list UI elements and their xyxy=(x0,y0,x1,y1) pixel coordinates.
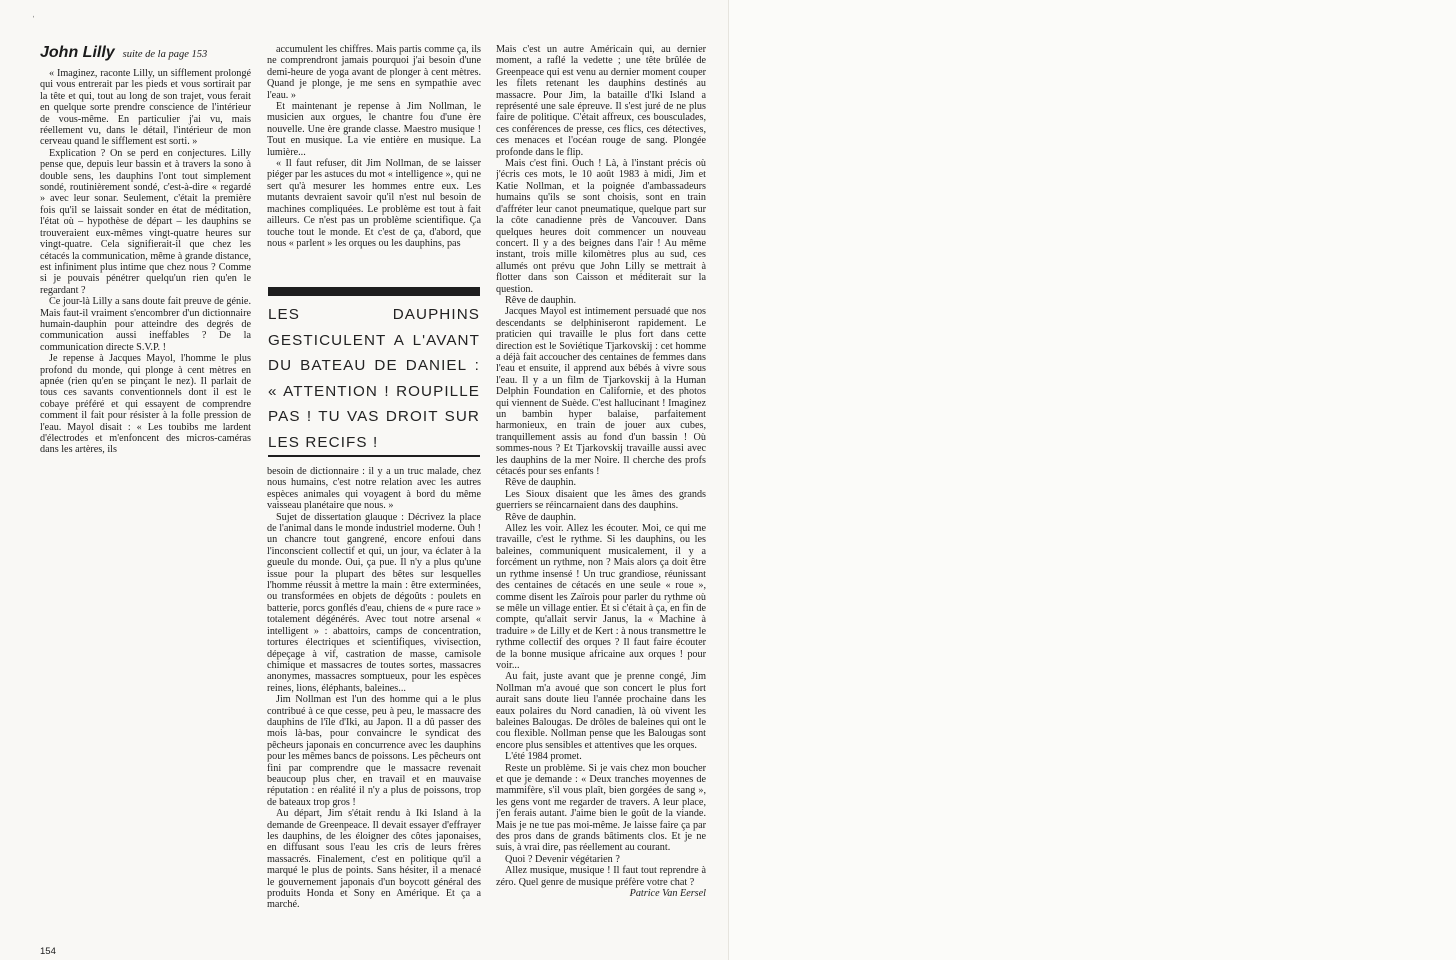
paragraph: Explication ? On se perd en conjectures. Lilly pense que, depuis leur bassin et à travers la sono à double sens, les dauphins l'ont tout simplement sondé, routinièrement sondé, c'est-à-dire « regardé » avec leur sonar. Seulement, c'était la première fois qu'il se laissait sonder en état de méditation, l'état où – hypothèse de départ – les dauphins se trouveraient eux-mêmes vingt-quatre heures sur vingt-quatre. Cela signifierait-il que chez les cétacés la communication, même à grande distance, est infiniment plus intime que chez nous ? Comme si je pouvais pénétrer quelqu'un rien qu'en le regardant ? xyxy=(40,147,251,296)
paragraph: Sujet de dissertation glauque : Décrivez la place de l'animal dans le monde industriel moderne. Ouh ! un chancre tout gangrené, encore enfoui dans l'inconscient collectif et qui, un jour, va éclater à la gueule du monde. Oui, ça pue. Il n'y a plus qu'une issue pour la plupart des bêtes sur lesquelles l'homme réussit à mettre la main : être exterminées, ou transformées en objets de dégoûts : poulets en batterie, porcs gonflés d'eau, chiens de « pure race » totalement dégénérés. Avec tout notre arsenal « intelligent » : abattoirs, camps de concentration, tortures électriques et scientifiques, vivisection, dépeçage à vif, castration de masse, camisole chimique et massacres de toutes sortes, massacres anonymes, massacres somptueux, pour les espèces reines, lions, éléphants, baleines... xyxy=(267,511,481,694)
paragraph: accumulent les chiffres. Mais partis comme ça, ils ne comprendront jamais pourquoi j'ai besoin d'une demi-heure de yoga avant de plonger à cent mètres. Quand je plonge, je me sens en sympathie avec l'eau. » xyxy=(267,44,481,101)
paragraph: Ce jour-là Lilly a sans doute fait preuve de génie. Mais faut-il vraiment s'encombrer d'un dictionnaire humain-dauphin pour atteindre des degrés de communication aussi ineffables ? De la communication directe S.V.P. ! xyxy=(40,296,251,353)
paragraph: Allez musique, musique ! Il faut tout reprendre à zéro. Quel genre de musique préfère votre chat ? xyxy=(496,865,706,888)
paragraph: Reste un problème. Si je vais chez mon boucher et que je demande : « Deux tranches moyennes de mammifère, s'il vous plaît, bien gorgées de sang », les gens vont me regarder de travers. A leur place, j'en ferais autant. J'aime bien le goût de la viande. Mais je ne tue pas moi-même. Je laisse faire ça par des pros dans de grands bâtiments clos. Et je ne suis, à vrai dire, pas réellement au courant. xyxy=(496,762,706,854)
paragraph: Mais c'est fini. Ouch ! Là, à l'instant précis où j'écris ces mots, le 10 août 1983 à midi, Jim et Katie Nollman, et la poignée d'ambassadeurs humains qu'ils se sont choisis, sont en train d'affréter leur canot pneumatique, quelque part sur la côte canadienne près de Vancouver. Dans quelques heures doit commencer un nouveau concert. Il y a des beignes dans l'air ! Au même instant, trois mille kilomètres plus au sud, ces allumés ont prévu que John Lilly se mettrait à flotter dans son Caisson et méditerait sur la question. xyxy=(496,158,706,295)
paragraph: Et maintenant je repense à Jim Nollman, le musicien aux orgues, le chantre fou d'une ère nouvelle. Une ère grande classe. Maestro musique ! Tout en musique. La vie entière en musique. La lumière... xyxy=(267,101,481,158)
pull-quote-text: LES DAUPHINS GESTICULENT A L'AVANT DU BATEAU DE DANIEL : « ATTENTION ! ROUPILLE PAS ! TU VAS DROIT SUR LES RECIFS ! xyxy=(268,306,480,451)
crop-mark: ˈ xyxy=(32,15,36,26)
paragraph: Rêve de dauphin. xyxy=(505,294,577,306)
paragraph: Mais c'est un autre Américain qui, au dernier moment, a raflé la vedette ; une tête brûlée de Greenpeace qui est venu au dernier moment couper les filets retenant les dauphins destinés au massacre. Pour Jim, la bataille d'Iki Island a représenté une sale épreuve. Il s'est juré de ne plus faire de politique. C'était affreux, ces bousculades, ces conférences de presse, ces flics, ces détectives, ces menaces et l'océan rouge de sang. Plongée profonde dans le flip. xyxy=(496,44,706,158)
paragraph: Les Sioux disaient que les âmes des grands guerriers se réincarnaient dans des dauphins. xyxy=(496,488,706,512)
page-number: 154 xyxy=(40,946,56,957)
paragraph: Rêve de dauphin. xyxy=(505,477,577,489)
author-signature: Patrice Van Eersel xyxy=(629,888,706,900)
paragraph: Jacques Mayol est intimement persuadé que nos descendants se delphiniseront rapidement. Le praticien qui travaille le plus fort dans cette direction est le Soviétique Tjarkovskij : cet homme a déjà fait accoucher des centaines de femmes dans l'eau et ensuite, il apprend aux bébés à vivre sous l'eau. Il y a un film de Tjarkovskij à la Human Delphin Foundation en Californie, et des photos qui viennent de Suède. C'est hallucinant ! Imaginez un bambin hyper balaise, parfaitement harmonieux, en train de jouer aux cubes, tranquillement assis au fond d'un bassin ! Où sommes-nous ? Et Tjarkovskij travaille aussi avec les dauphins de la mer Noire. Il cherche des profs cétacés pour ses enfants ! xyxy=(496,306,706,478)
article-title: John Lilly xyxy=(40,44,115,61)
paragraph: Au départ, Jim s'était rendu à Iki Island à la demande de Greenpeace. Il devait essayer d'effrayer les dauphins, de les éloigner des côtes japonaises, en diffusant sous l'eau les cris de leurs frères massacrés. Finalement, c'est en politique qu'il a marqué le plus de points. Sans hésiter, il a menacé le gouvernement japonais d'un boycott général des produits Honda et Sony en Amérique. Et ça a marché. xyxy=(267,808,481,911)
paragraph: besoin de dictionnaire : il y a un truc malade, chez nous humains, c'est notre relation avec les autres espèces animales qui voyagent à bord du même vaisseau planétaire que nous. » xyxy=(267,466,481,512)
paragraph: Jim Nollman est l'un des homme qui a le plus contribué à ce que cesse, peu à peu, le massacre des dauphins de l'île d'Iki, au Japon. Il a dû passer des mois là-bas, pour convaincre le syndicat des pêcheurs japonais en concurrence avec les dauphins pour les mêmes bancs de poissons. Les pêcheurs ont fini par comprendre que le massacre revenait beaucoup plus cher, en travail et en mauvaise réputation : en réalité il n'y a plus de poissons, trop de bateaux trop gros ! xyxy=(267,694,481,808)
continuation-note: suite de la page 153 xyxy=(122,49,208,60)
column-3 xyxy=(496,44,706,950)
paragraph: L'été 1984 promet. xyxy=(505,751,582,763)
paragraph: Allez les voir. Allez les écouter. Moi, ce qui me travaille, c'est le rythme. Si les dauphins, ou les baleines, communiquent musicalement, il y a forcément un rythme, non ? Mais alors ça doit être un rythme insensé ! Un truc grandiose, réunissant des centaines de cétacés en une seule « roue », comme disent les Zaïrois pour parler du rythme où se mêle un village entier. Et si c'était à ça, en fin de compte, qu'allait servir Janus, la « Machine à traduire » de Lilly et de Kert : à nous transmettre le rythme collectif des orques ? Il faut faire écouter de la bonne musique africaine aux orques ! pour voir... xyxy=(496,523,706,671)
paragraph: Au fait, juste avant que je prenne congé, Jim Nollman m'a avoué que son concert le plus fort aurait sans doute lieu l'année prochaine dans les eaux polaires du Nord canadien, là où vivent les baleines Balougas. De drôles de baleines qui ont le cou flexible. Nollman pense que les Balougas sont encore plus sensibles et attentives que les orques. xyxy=(496,671,706,751)
column-2-bottom xyxy=(267,466,481,944)
paragraph: Je repense à Jacques Mayol, l'homme le plus profond du monde, qui plonge à cent mètres en apnée (rien qu'en se pinçant le nez). Il parlait de tous ces savants conventionnels dont il est le cobaye préféré et qui essayent de comprendre comment il fait pour résister à la folle pression de l'eau. Mayol disait : « Les toubibs me lardent d'électrodes et m'enfoncent des micros-caméras dans les artères, ils xyxy=(40,353,251,456)
pull-quote-box xyxy=(268,287,480,457)
column-1 xyxy=(40,68,251,488)
paragraph: Quoi ? Devenir végétarien ? xyxy=(505,853,620,865)
paragraph: Rêve de dauphin. xyxy=(505,511,577,523)
column-2-top xyxy=(267,44,481,266)
article-header xyxy=(40,44,260,64)
paragraph: « Il faut refuser, dit Jim Nollman, de se laisser piéger par les astuces du mot « intelligence », qui ne sert qu'à mesurer les hommes entre eux. Les mutants devraient savoir qu'il n'est nul besoin de machines compliquées. Le problème est tout à fait ailleurs. Ce n'est pas un problème scientifique. Ça touche tout le monde. Et c'est de ça, d'abord, que nous « parlent » les orques ou les dauphins, pas xyxy=(267,158,481,249)
right-page xyxy=(728,0,1456,960)
paragraph: « Imaginez, raconte Lilly, un sifflement prolongé qui vous entrerait par les pieds et vous sortirait par la tête et qui, tout au long de son trajet, vous ferait en quelque sorte prendre conscience de l'intérieur de vous-même. En particulier j'ai vu, mais réellement vu, dans le détail, l'intérieur de mon cerveau quand le sifflement est sorti. » xyxy=(40,68,251,148)
